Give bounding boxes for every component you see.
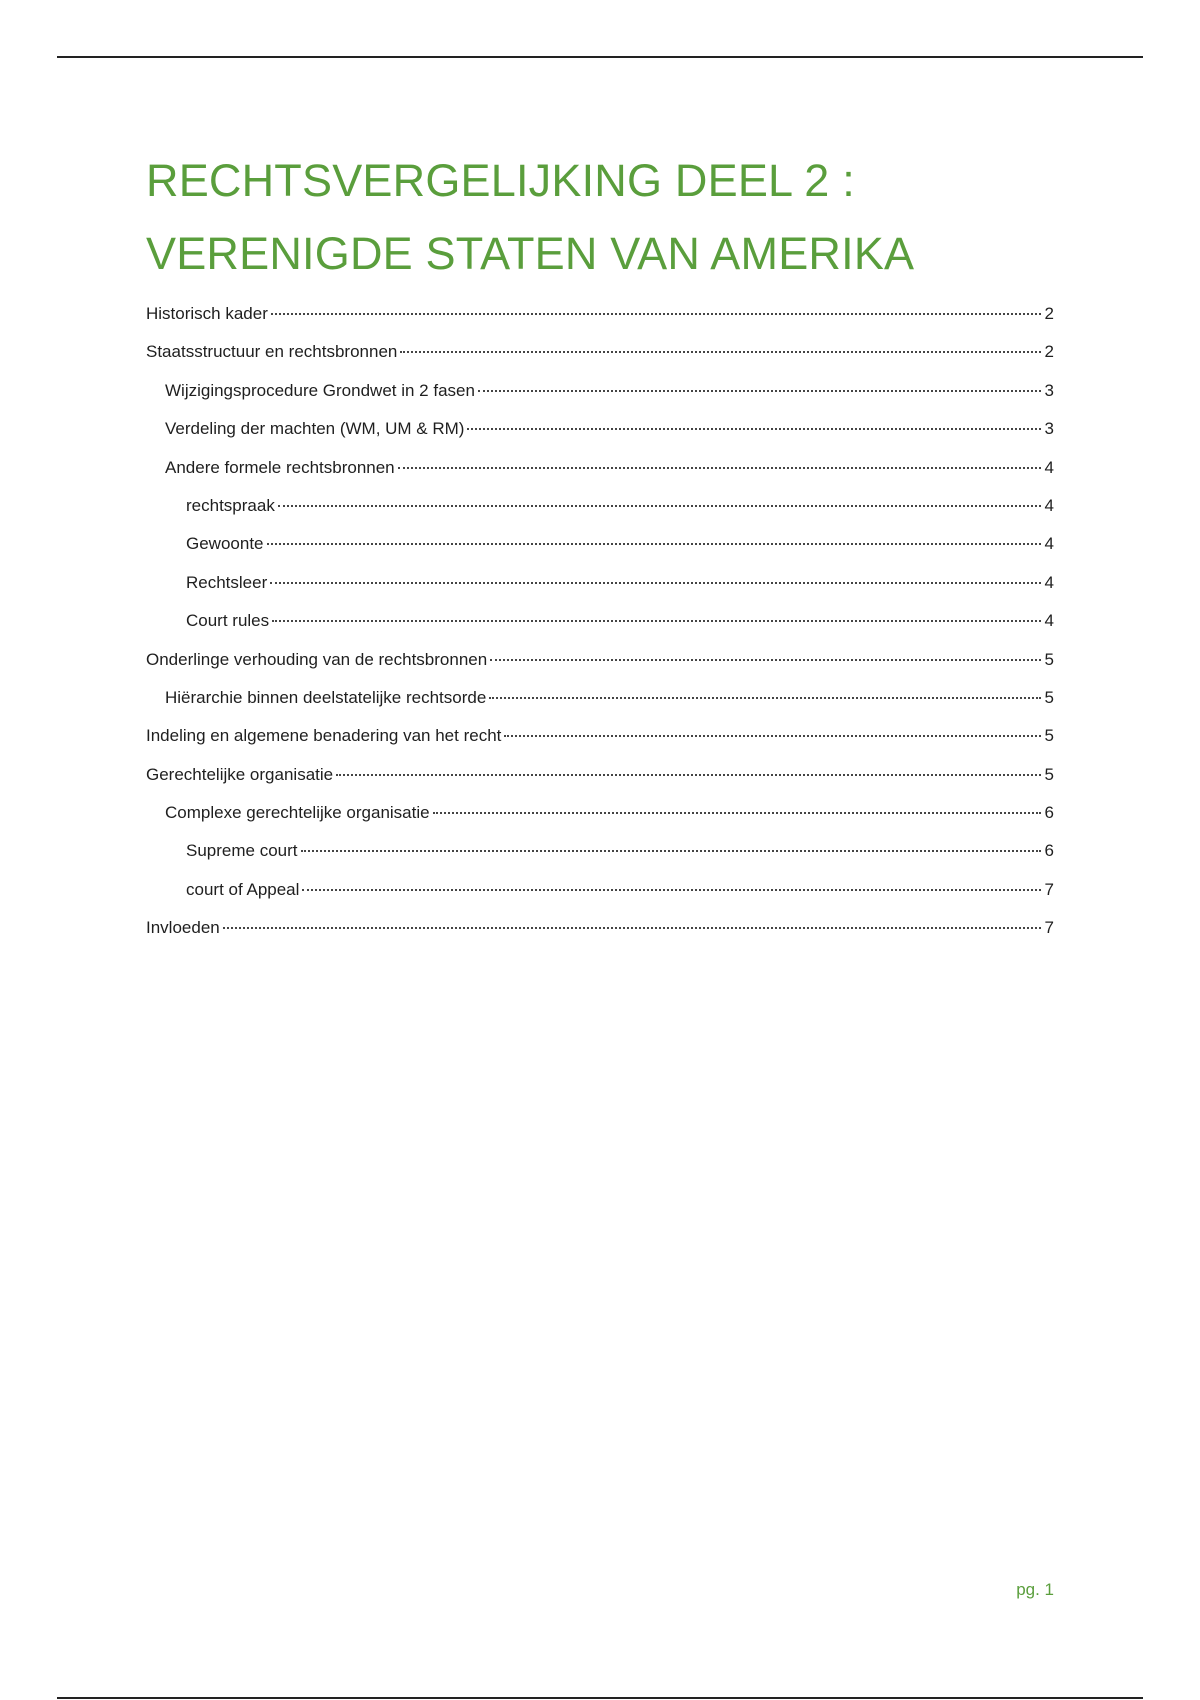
toc-entry-label[interactable]: Court rules	[186, 611, 270, 631]
toc-entry-label[interactable]: Indeling en algemene benadering van het recht	[146, 726, 502, 746]
toc-entry[interactable]	[146, 525, 1054, 563]
toc-entry[interactable]	[146, 602, 1054, 640]
toc-dot-leader	[467, 428, 1041, 430]
toc-entry-label[interactable]: Andere formele rechtsbronnen	[165, 457, 395, 477]
toc-dot-leader	[272, 620, 1041, 622]
toc-entry[interactable]	[146, 871, 1054, 909]
toc-dot-leader	[302, 889, 1041, 891]
toc-dot-leader	[271, 313, 1041, 315]
toc-dot-leader	[489, 697, 1041, 699]
toc-entry[interactable]	[146, 909, 1054, 947]
toc-entry[interactable]	[146, 449, 1054, 487]
toc-entry[interactable]	[146, 756, 1054, 794]
footer-rule	[57, 1697, 1143, 1699]
toc-entry[interactable]	[146, 564, 1054, 602]
toc-entry-label[interactable]: rechtspraak	[186, 495, 275, 515]
toc-entry-page[interactable]: 7	[1044, 918, 1054, 938]
toc-entry-label[interactable]: Onderlinge verhouding van de rechtsbronnen	[146, 649, 488, 669]
toc-entry[interactable]	[146, 333, 1054, 371]
toc-dot-leader	[336, 774, 1041, 776]
toc-entry[interactable]	[146, 372, 1054, 410]
toc-entry-label[interactable]: Historisch kader	[146, 304, 268, 323]
toc-entry[interactable]	[146, 832, 1054, 870]
toc-entry-page[interactable]: 5	[1044, 687, 1054, 707]
toc-entry-label[interactable]: Wijzigingsprocedure Grondwet in 2 fasen	[165, 380, 475, 400]
toc-entry-label[interactable]: court of Appeal	[186, 879, 300, 899]
toc-entry-page[interactable]: 5	[1044, 726, 1054, 746]
table-of-contents	[146, 295, 1054, 948]
toc-entry-label[interactable]: Complexe gerechtelijke organisatie	[165, 803, 430, 823]
toc-entry-page[interactable]: 7	[1044, 879, 1054, 899]
toc-entry-page[interactable]: 5	[1044, 649, 1054, 669]
toc-dot-leader	[267, 543, 1042, 545]
toc-entry-label[interactable]: Invloeden	[146, 918, 220, 938]
toc-entry-page[interactable]: 3	[1044, 380, 1054, 400]
header-rule	[57, 56, 1143, 58]
toc-entry-label[interactable]: Gewoonte	[186, 534, 264, 554]
toc-dot-leader	[301, 850, 1042, 852]
toc-dot-leader	[478, 390, 1041, 392]
toc-entry-page[interactable]: 6	[1044, 841, 1054, 861]
toc-dot-leader	[398, 467, 1041, 469]
toc-entry-page[interactable]: 4	[1044, 534, 1054, 554]
toc-entry[interactable]	[146, 487, 1054, 525]
toc-entry-label[interactable]: Rechtsleer	[186, 572, 268, 592]
document-title-line-1: RECHTSVERGELIJKING DEEL 2 :	[146, 155, 855, 206]
toc-dot-leader	[270, 582, 1041, 584]
toc-entry[interactable]	[146, 295, 1054, 333]
toc-entry-page[interactable]: 4	[1044, 495, 1054, 515]
document-title-line-2: VERENIGDE STATEN VAN AMERIKA	[146, 228, 915, 279]
document-title	[146, 144, 1106, 290]
toc-entry[interactable]	[146, 717, 1054, 755]
toc-entry-page[interactable]: 4	[1044, 611, 1054, 631]
toc-entry[interactable]	[146, 679, 1054, 717]
toc-entry-page[interactable]: 2	[1044, 304, 1054, 323]
page-number: pg. 1	[1016, 1580, 1054, 1599]
toc-entry[interactable]	[146, 410, 1054, 448]
toc-entry-page[interactable]: 6	[1044, 803, 1054, 823]
toc-entry-page[interactable]: 3	[1044, 419, 1054, 439]
toc-entry-label[interactable]: Gerechtelijke organisatie	[146, 764, 334, 784]
toc-entry-label[interactable]: Supreme court	[186, 841, 298, 861]
toc-dot-leader	[433, 812, 1041, 814]
toc-entry-page[interactable]: 4	[1044, 572, 1054, 592]
toc-dot-leader	[278, 505, 1041, 507]
toc-entry-label[interactable]: Verdeling der machten (WM, UM & RM)	[165, 419, 465, 439]
toc-entry-page[interactable]: 2	[1044, 342, 1054, 362]
toc-dot-leader	[504, 735, 1041, 737]
toc-dot-leader	[223, 927, 1041, 929]
toc-entry-label[interactable]: Staatsstructuur en rechtsbronnen	[146, 342, 398, 362]
toc-entry[interactable]	[146, 794, 1054, 832]
toc-dot-leader	[400, 351, 1041, 353]
toc-entry-page[interactable]: 5	[1044, 764, 1054, 784]
toc-entry-page[interactable]: 4	[1044, 457, 1054, 477]
toc-entry[interactable]	[146, 641, 1054, 679]
toc-dot-leader	[490, 659, 1041, 661]
toc-entry-label[interactable]: Hiërarchie binnen deelstatelijke rechtsorde	[165, 687, 487, 707]
